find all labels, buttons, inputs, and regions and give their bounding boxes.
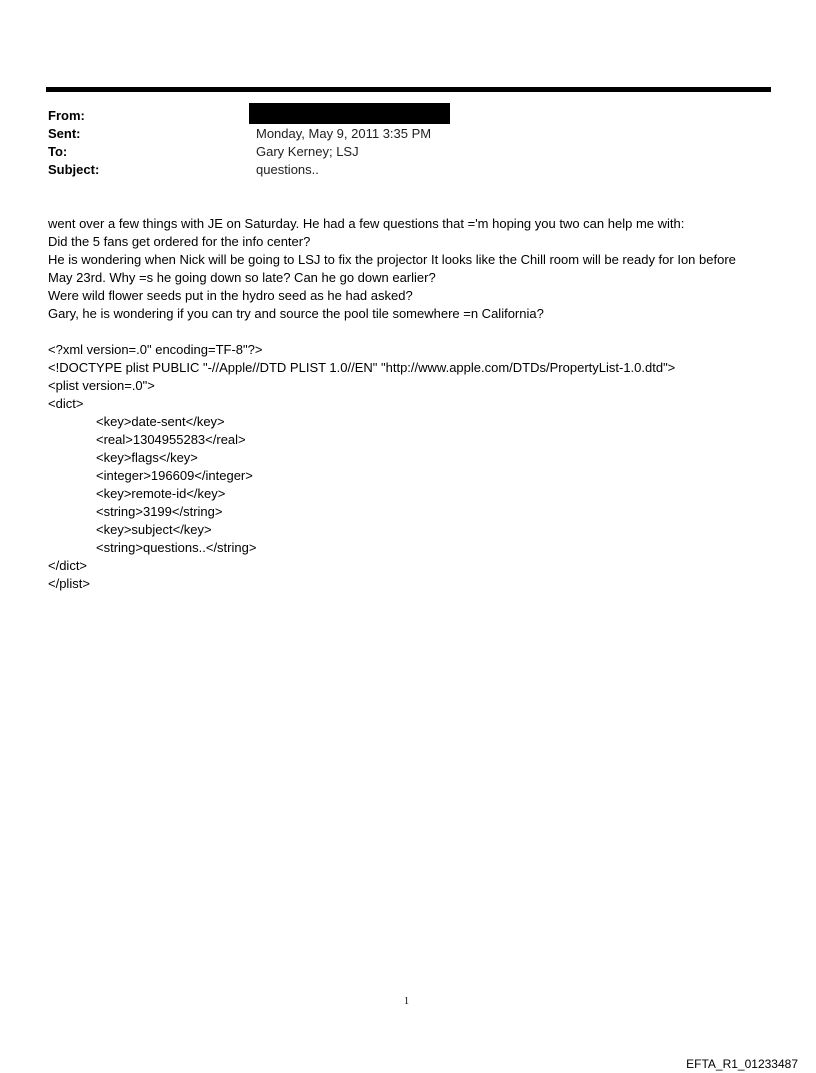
- plist-entry: <key>remote-id</key>: [96, 486, 226, 501]
- plist-entry: <integer>196609</integer>: [96, 468, 253, 483]
- body-line: went over a few things with JE on Saturday. He had a few questions that ='m hoping you two can help me with:: [48, 216, 685, 231]
- dict-close-tag: </dict>: [48, 558, 88, 573]
- plist-entry: <real>1304955283</real>: [96, 432, 246, 447]
- document-id: EFTA_R1_01233487: [686, 1057, 798, 1071]
- to-value: Gary Kerney; LSJ: [256, 144, 359, 159]
- sent-value: Monday, May 9, 2011 3:35 PM: [256, 126, 432, 141]
- dict-open-tag: <dict>: [48, 396, 84, 411]
- page-number: 1: [404, 996, 409, 1007]
- plist-close-tag: </plist>: [48, 576, 90, 591]
- plist-entry: <key>flags</key>: [96, 450, 198, 465]
- body-line: Were wild flower seeds put in the hydro seed as he had asked?: [48, 288, 413, 303]
- from-label: From:: [48, 108, 85, 123]
- to-label: To:: [48, 144, 68, 159]
- plist-entry: <string>3199</string>: [96, 504, 223, 519]
- body-line: He is wondering when Nick will be going to LSJ to fix the projector It looks like the Chill room will be ready for Ion before: [48, 252, 736, 267]
- from-redaction: [249, 103, 450, 124]
- plist-entry: <key>subject</key>: [96, 522, 212, 537]
- body-line: May 23rd. Why =s he going down so late? Can he go down earlier?: [48, 270, 436, 285]
- plist-open-tag: <plist version=.0">: [48, 378, 155, 393]
- subject-value: questions..: [256, 162, 319, 177]
- body-line: Gary, he is wondering if you can try and source the pool tile somewhere =n California?: [48, 306, 544, 321]
- plist-xml-declaration: <?xml version=.0" encoding=TF-8"?>: [48, 342, 263, 357]
- subject-label: Subject:: [48, 162, 100, 177]
- plist-doctype: <!DOCTYPE plist PUBLIC "-//Apple//DTD PLIST 1.0//EN" "http://www.apple.com/DTDs/PropertyList-1.0.dtd">: [48, 360, 676, 375]
- sent-label: Sent:: [48, 126, 81, 141]
- header-divider: [46, 87, 771, 92]
- plist-entry: <string>questions..</string>: [96, 540, 257, 555]
- body-line: Did the 5 fans get ordered for the info center?: [48, 234, 311, 249]
- plist-entry: <key>date-sent</key>: [96, 414, 225, 429]
